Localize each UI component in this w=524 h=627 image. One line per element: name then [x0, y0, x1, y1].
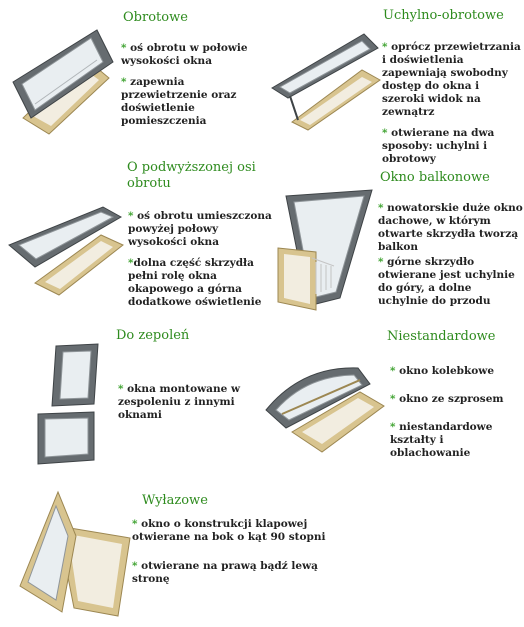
title-do-zepolen: Do zepoleń	[116, 328, 190, 343]
title-podwyzszona: O podwyższonej osi obrotu	[127, 160, 256, 191]
bullet: *dolna część skrzydła pełni rolę okna okapowego a górna dodatkowe oświetlenie	[128, 257, 262, 308]
bullet: * oś obrotu w połowie wysokości okna	[121, 42, 248, 67]
bullet: * okno ze szprosem	[390, 393, 504, 405]
tilt-turn-window-image	[268, 28, 383, 133]
title-wylazowe: Wyłazowe	[142, 493, 208, 508]
desc-niestandardowe	[390, 365, 522, 468]
title-niestandardowe: Niestandardowe	[387, 329, 496, 344]
bullet: * oprócz przewietrzania i doświetlenia zapewniają swobodny dostęp do okna i szeroki widok na zewnątrz	[382, 41, 521, 118]
title-obrotowe: Obrotowe	[123, 10, 188, 25]
bullet: * otwierane na dwa sposoby: uchylni i obrotowy	[382, 127, 495, 165]
desc-podwyzszona	[128, 210, 273, 317]
title-okno-balkonowe: Okno balkonowe	[380, 170, 490, 185]
bullet: * okno kolebkowe	[390, 365, 495, 377]
pivot-window-image	[5, 18, 117, 138]
roof-exit-window-image	[18, 488, 133, 623]
bullet: * nowatorskie duże okno dachowe, w którym otwarte skrzydła tworzą balkon	[378, 202, 523, 253]
bullet: * okno o konstrukcji klapowej otwierane na bok o kąt 90 stopni	[132, 518, 326, 543]
combination-window-image	[36, 342, 106, 467]
desc-uchylno-obrotowe	[382, 41, 522, 174]
title-uchylno-obrotowe: Uchylno-obrotowe	[383, 8, 504, 23]
desc-wylazowe	[132, 518, 347, 594]
bullet: * górne skrzydło otwierane jest uchylnie do góry, a dolne uchylnie do przodu	[378, 256, 515, 307]
arched-window-image	[262, 362, 387, 457]
desc-do-zepolen	[118, 383, 243, 430]
raised-pivot-window-image	[5, 205, 125, 300]
bullet: * zapewnia przewietrzenie oraz doświetlenie pomieszczenia	[121, 76, 237, 127]
bullet: * niestandardowe kształty i oblachowanie	[390, 421, 493, 459]
bullet: * oś obrotu umieszczona powyżej połowy wysokości okna	[128, 210, 272, 248]
bullet: * otwierane na prawą bądź lewą stronę	[132, 560, 318, 585]
bullet: * okna montowane w zespoleniu z innymi oknami	[118, 383, 240, 421]
desc-obrotowe	[121, 42, 261, 136]
desc-okno-balkonowe	[378, 202, 523, 316]
balcony-window-image	[268, 188, 378, 318]
